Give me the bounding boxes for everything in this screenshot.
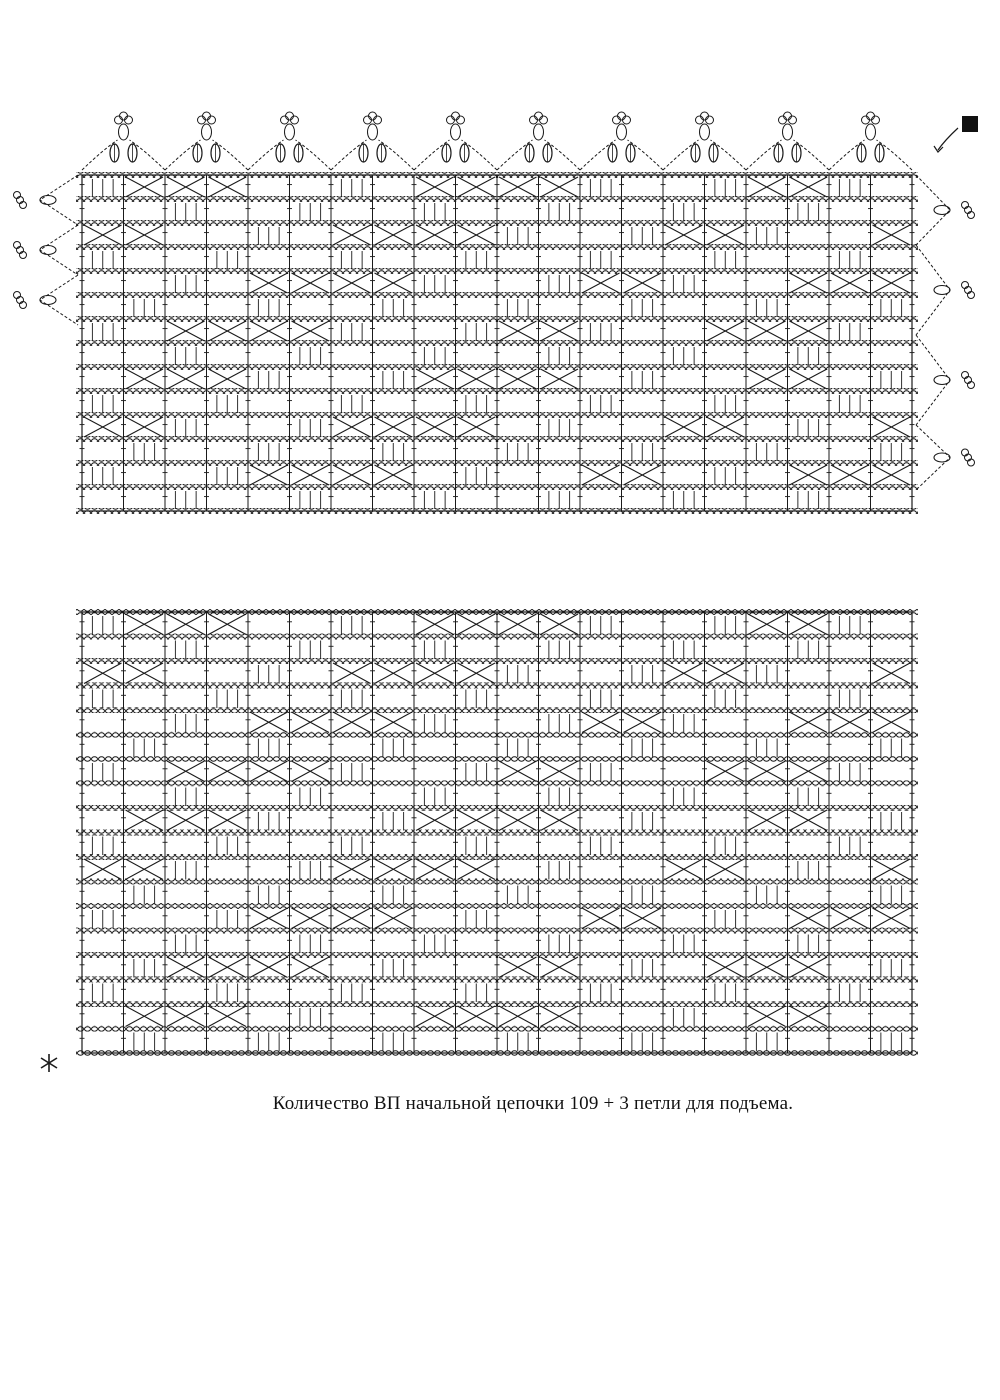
bottom-chart — [76, 609, 918, 1056]
picot-icon — [701, 112, 709, 120]
direction-arrow-icon — [938, 128, 958, 150]
caption-text: Количество ВП начальной цепочки 109 + 3 петли для подъема. — [272, 1093, 794, 1114]
side-chain-edge — [40, 225, 78, 275]
picot-icon — [535, 112, 543, 120]
picot-icon — [203, 112, 211, 120]
bullion-stitch-icon — [40, 296, 56, 305]
side-chain-edge — [916, 245, 950, 335]
side-chain-edge — [40, 175, 78, 225]
side-chain-edge — [916, 425, 950, 490]
bullion-stitch-icon — [934, 206, 950, 215]
side-chain-edge — [916, 335, 950, 425]
bullion-stitch-icon — [934, 453, 950, 462]
top-chart — [76, 172, 918, 514]
start-marker-icon — [41, 1054, 57, 1072]
side-chain-edge — [916, 175, 950, 245]
bottom-chart-chain-row — [76, 1050, 918, 1056]
top-chart-chain-row — [76, 508, 918, 514]
picot-icon — [784, 112, 792, 120]
end-marker-icon — [962, 116, 978, 132]
chart-caption — [0, 1093, 1000, 1115]
top-lace-border — [14, 112, 975, 490]
picot-icon — [452, 112, 460, 120]
bullion-stitch-icon — [40, 246, 56, 255]
picot-icon — [369, 112, 377, 120]
picot-icon — [618, 112, 626, 120]
picot-icon — [120, 112, 128, 120]
side-chain-edge — [40, 275, 78, 325]
picot-icon — [867, 112, 875, 120]
bullion-stitch-icon — [934, 376, 950, 385]
bullion-stitch-icon — [934, 286, 950, 295]
picot-icon — [286, 112, 294, 120]
bullion-stitch-icon — [40, 196, 56, 205]
